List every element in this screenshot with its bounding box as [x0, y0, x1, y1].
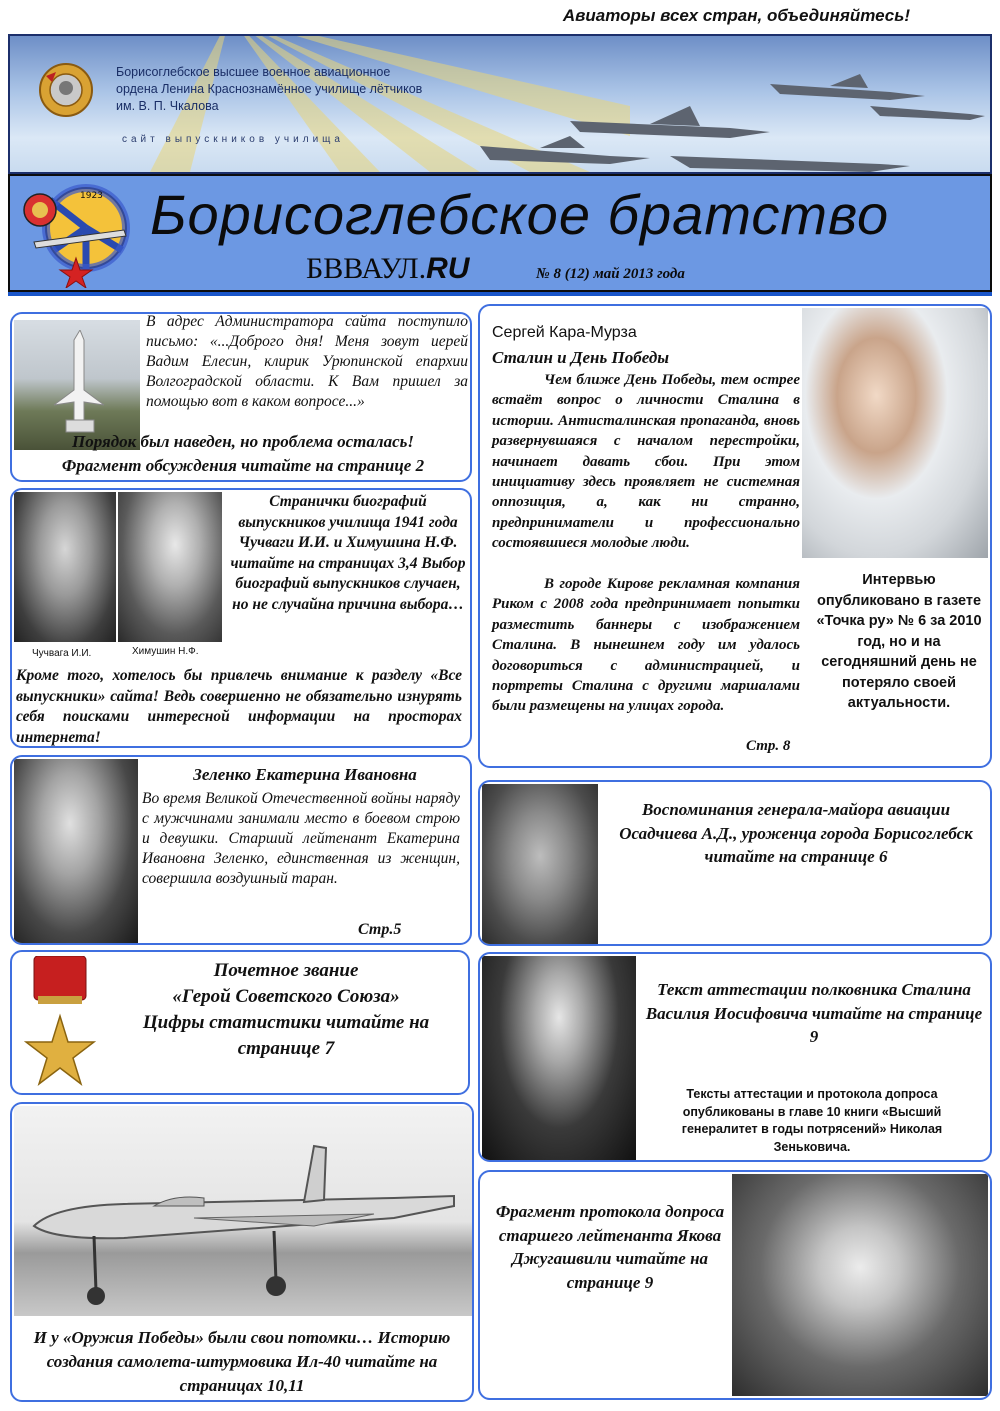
zelenko-title: Зеленко Екатерина Ивановна: [193, 765, 417, 784]
school-name: [116, 64, 496, 115]
site-name-main: БВВАУЛ.: [306, 252, 427, 285]
header-banner: [8, 34, 992, 174]
zelenko-box[interactable]: [10, 755, 472, 945]
letter-headline-2: Фрагмент обсуждения читайте на странице 2: [61, 456, 425, 475]
osadchiev-text: Воспоминания генерала-майора авиации Осадчиева А.Д., уроженца города Борисоглебск читайте на странице 6: [619, 800, 973, 866]
school-emblem-icon: [14, 180, 134, 288]
yakov-text: Фрагмент протокола допроса старшего лейтенанта Якова Джугашвили читайте на странице 9: [495, 1202, 725, 1292]
khimushin-photo: [118, 492, 222, 642]
title-bar-underline: [8, 292, 992, 296]
motto: Авиаторы всех стран, объединяйтесь!: [562, 6, 910, 25]
biographies-body: Кроме того, хотелось бы привлечь внимание к разделу «Все выпускники» сайта! Ведь совершенно не обязательно изнурять себя поисками интересной информации на просторах интернета!: [16, 667, 462, 746]
newspaper-title: Борисоглебское братство: [150, 183, 890, 246]
article-author: Сергей Кара-Мурза: [492, 324, 637, 341]
article-title: Сталин и День Победы: [492, 348, 670, 367]
vasily-stalin-text: Текст аттестации полковника Сталина Василия Иосифовича читайте на странице 9: [645, 980, 983, 1046]
letter-text: В адрес Администратора сайта поступило письмо: «...Доброго дня! Меня зовут иерей Вадим Елесин, клирик Урюпинской епархии Волгоградской области. К Вам пришел за помощью вот в каком вопросе...»: [146, 313, 468, 410]
caption-chuchvaga: Чучвага И.И.: [32, 648, 92, 659]
vasily-stalin-note: Тексты аттестации и протокола допроса опубликованы в главе 10 книги «Высший генералитет в годы потрясений» Николая Зеньковича.: [681, 1087, 943, 1154]
article-paragraph-2: В городе Кирове рекламная компания Риком с 2008 года предпринимает попытки разместить баннеры с изображением Сталина. В нынешнем году им удалось договориться с администрацией, и портреты Сталина с другими маршалами были размещены на улицах города.: [492, 576, 800, 715]
order-of-lenin-icon: [38, 62, 94, 118]
school-name-line-2: ордена Ленина Краснознамённое училище лётчиков: [116, 82, 423, 96]
stalin-article-box[interactable]: [478, 304, 992, 768]
school-subtitle: сайт выпускников училища: [122, 134, 344, 145]
letter-headline-1: Порядок был наведен, но проблема осталась!: [71, 432, 415, 451]
article-paragraph-1: Чем ближе День Победы, тем острее встаёт вопрос о личности Сталина в истории. Антисталинская пропаганда, вновь развернувшаяся с началом перестройки, начинает давать сбои. При этом инициативу здесь проявляет не системная оппозиция, а, как ни странно, предприниматели и профессионально состоявшиеся молодые люди.: [492, 372, 800, 552]
article-side-note: Интервью опубликовано в газете «Точка ру» № 6 за 2010 год, но и на сегодняшний день не потеряло своей актуальности.: [816, 572, 982, 711]
vasily-stalin-photo: [482, 956, 636, 1160]
osadchiev-photo: [482, 784, 598, 944]
article-page: Стр. 8: [746, 738, 791, 754]
biographies-heading: Странички биографий выпускников училища 1941 года Чучваги И.И. и Химушина Н.Ф. читайте на страницах 3,4 Выбор биографий выпускников случаен, но не случайна причина выбора…: [230, 493, 466, 613]
yakov-photo: [732, 1174, 988, 1396]
school-name-line-1: Борисоглебское высшее военное авиационное: [116, 65, 391, 79]
il40-caption: И у «Оружия Победы» были свои потомки… Историю создания самолета-штурмовика Ил-40 читайте на страницах 10,11: [33, 1328, 451, 1395]
hero-line-3: Цифры статистики читайте на странице 7: [142, 1012, 430, 1059]
zelenko-text: Во время Великой Отечественной войны наряду с мужчинами занимали место в боевом строю и девушки. Старший лейтенант Екатерина Ивановна Зеленко, единственная из женщин, совершила воздушный таран.: [142, 790, 460, 887]
site-name-suffix: RU: [426, 252, 470, 285]
vasily-stalin-box[interactable]: [478, 952, 992, 1162]
hero-line-1: Почетное звание: [213, 960, 359, 981]
biographies-box[interactable]: [10, 488, 472, 748]
il40-aircraft-photo: [14, 1106, 472, 1316]
monument-photo: [14, 320, 140, 450]
school-name-line-3: им. В. П. Чкалова: [116, 99, 219, 113]
osadchiev-box[interactable]: [478, 780, 992, 946]
yakov-box[interactable]: [478, 1170, 992, 1400]
chuchvaga-photo: [14, 492, 116, 642]
gold-star-medal-icon: [24, 956, 96, 1088]
hero-title-box[interactable]: [10, 950, 470, 1095]
letter-box[interactable]: [10, 312, 472, 482]
kara-murza-photo: [802, 308, 988, 558]
il40-box[interactable]: [10, 1102, 474, 1402]
hero-line-2: «Герой Советского Союза»: [172, 986, 400, 1007]
zelenko-photo: [14, 759, 138, 943]
caption-khimushin: Химушин Н.Ф.: [132, 646, 199, 657]
site-name[interactable]: [306, 252, 469, 286]
emblem-year: 1923: [80, 191, 103, 201]
issue-number: № 8 (12) май 2013 года: [536, 266, 685, 282]
zelenko-page: Стр.5: [358, 921, 402, 938]
